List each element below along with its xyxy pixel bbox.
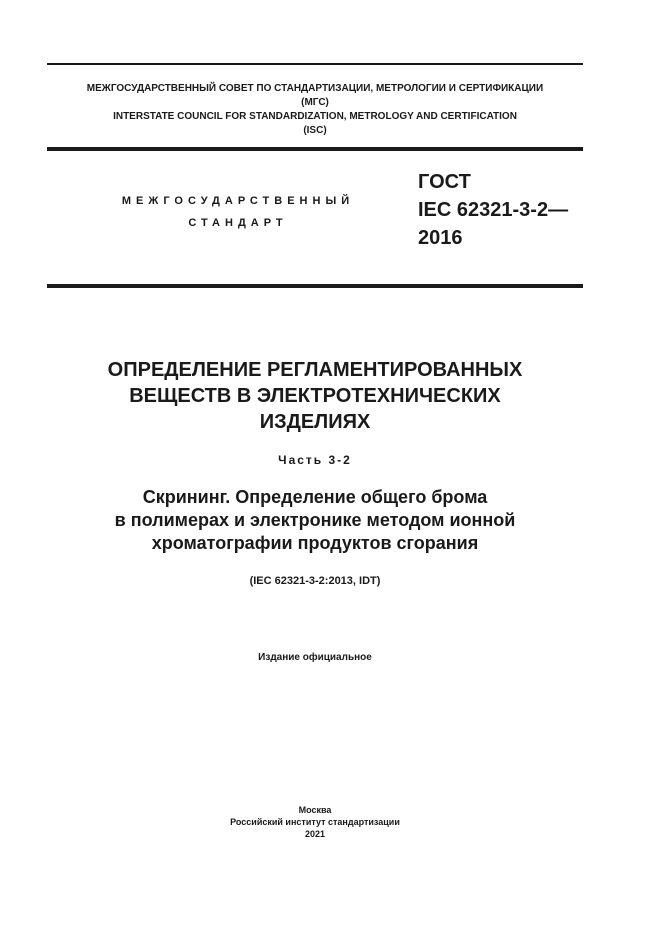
council-name-ru: МЕЖГОСУДАРСТВЕННЫЙ СОВЕТ ПО СТАНДАРТИЗАЦИИ, МЕТРОЛОГИИ И СЕРТИФИКАЦИИ xyxy=(86,83,544,94)
top-rule xyxy=(47,63,583,65)
subtitle-line3: хроматографии продуктов сгорания xyxy=(151,533,479,553)
publisher-imprint xyxy=(47,804,583,840)
designation-line2: IEC 62321-3-2— xyxy=(418,199,569,221)
standard-type xyxy=(100,190,376,234)
council-name-en: INTERSTATE COUNCIL FOR STANDARDIZATION, METROLOGY AND CERTIFICATION xyxy=(113,111,517,122)
council-abbr-en: (ISC) xyxy=(303,125,327,136)
council-rule xyxy=(47,147,583,151)
subtitle-line2: в полимерах и электронике методом ионной xyxy=(114,510,516,530)
designation-line1: ГОСТ xyxy=(418,171,471,193)
council-header xyxy=(47,82,583,138)
subtitle-line1: Скрининг. Определение общего брома xyxy=(142,487,488,507)
designation-line3: 2016 xyxy=(418,227,463,249)
title-line3: ИЗДЕЛИЯХ xyxy=(259,411,371,433)
imprint-year: 2021 xyxy=(304,829,326,839)
document-subtitle xyxy=(47,486,583,555)
council-abbr-ru: (МГС) xyxy=(301,97,329,108)
title-line2: ВЕЩЕСТВ В ЭЛЕКТРОТЕХНИЧЕСКИХ xyxy=(129,385,501,407)
standard-type-line1: МЕЖГОСУДАРСТВЕННЫЙ xyxy=(121,195,355,207)
designation-rule xyxy=(47,284,583,288)
imprint-publisher: Российский институт стандартизации xyxy=(230,817,400,827)
part-number: Часть 3-2 xyxy=(278,453,352,467)
title-line1: ОПРЕДЕЛЕНИЕ РЕГЛАМЕНТИРОВАННЫХ xyxy=(107,359,523,381)
standard-designation xyxy=(418,168,568,252)
document-title xyxy=(47,357,583,435)
iec-reference: (IEC 62321-3-2:2013, IDT) xyxy=(249,575,381,587)
imprint-city: Москва xyxy=(298,805,332,815)
standard-type-line2: СТАНДАРТ xyxy=(188,217,288,229)
edition-note: Издание официальное xyxy=(258,652,372,663)
